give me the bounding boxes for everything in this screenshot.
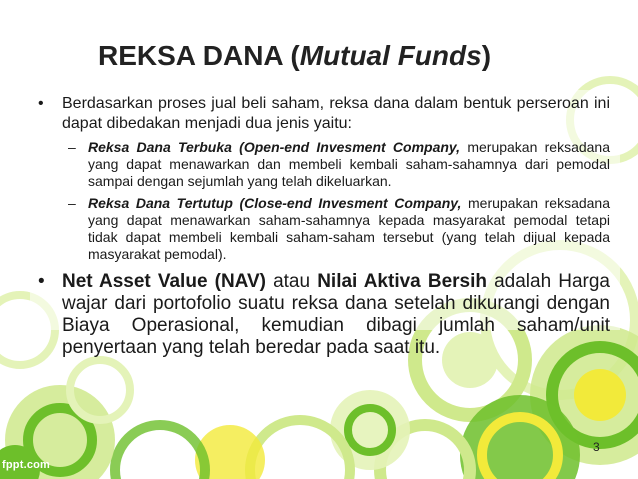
bullet-item-2 xyxy=(38,271,610,359)
title-italic: Mutual Funds xyxy=(299,40,482,71)
title-main: REKSA DANA ( xyxy=(98,40,300,71)
sub-item-heading: Reksa Dana Terbuka (Open-end Invesment Company, xyxy=(88,139,461,155)
definition-text: adalah Harga wajar dari portofolio suatu reksa dana setelah dikurangi dengan Biaya Operasional, kemudian dibagi jumlah saham/unit penyertaan yang telah beredar pada saat itu. xyxy=(62,271,610,358)
sub-item-heading: Reksa Dana Tertutup (Close-end Invesment Company, xyxy=(88,195,462,211)
nab-term: Nilai Aktiva Bersih xyxy=(317,271,487,292)
title-end: ) xyxy=(481,40,492,71)
page-number: 3 xyxy=(593,440,600,454)
bullet-text: Berdasarkan proses jual beli saham, reksa dana dalam bentuk perseroan ini dapat dibedakan menjadi dua jenis yaitu: xyxy=(62,95,610,132)
sub-item-1 xyxy=(38,139,610,190)
bullet-item-1 xyxy=(38,94,610,134)
connector-text: atau xyxy=(265,271,318,292)
slide-title xyxy=(98,40,491,72)
sub-item-2 xyxy=(38,195,610,263)
bullet-marker: • xyxy=(38,271,45,292)
slide-content xyxy=(38,94,610,359)
sub-item-text: merupakan reksadana yang dapat menawarkan saham-sahamnya kepada masyarakat pemodal tetapi tidak dapat membeli kembali saham-saham tersebut (yang telah dijual kepada masyarakat pemodal). xyxy=(88,195,610,262)
sub-item-marker: – xyxy=(68,139,76,155)
bullet-marker: • xyxy=(38,95,44,112)
sub-item-marker: – xyxy=(68,195,76,211)
nav-term: Net Asset Value (NAV) xyxy=(62,271,266,292)
sub-item-text: merupakan reksadana yang dapat menawarkan dan membeli kembali saham-sahamnya dari pemodal sampai dengan sejumlah yang telah dikeluarkan. xyxy=(88,139,610,189)
watermark: fppt.com xyxy=(2,459,51,471)
